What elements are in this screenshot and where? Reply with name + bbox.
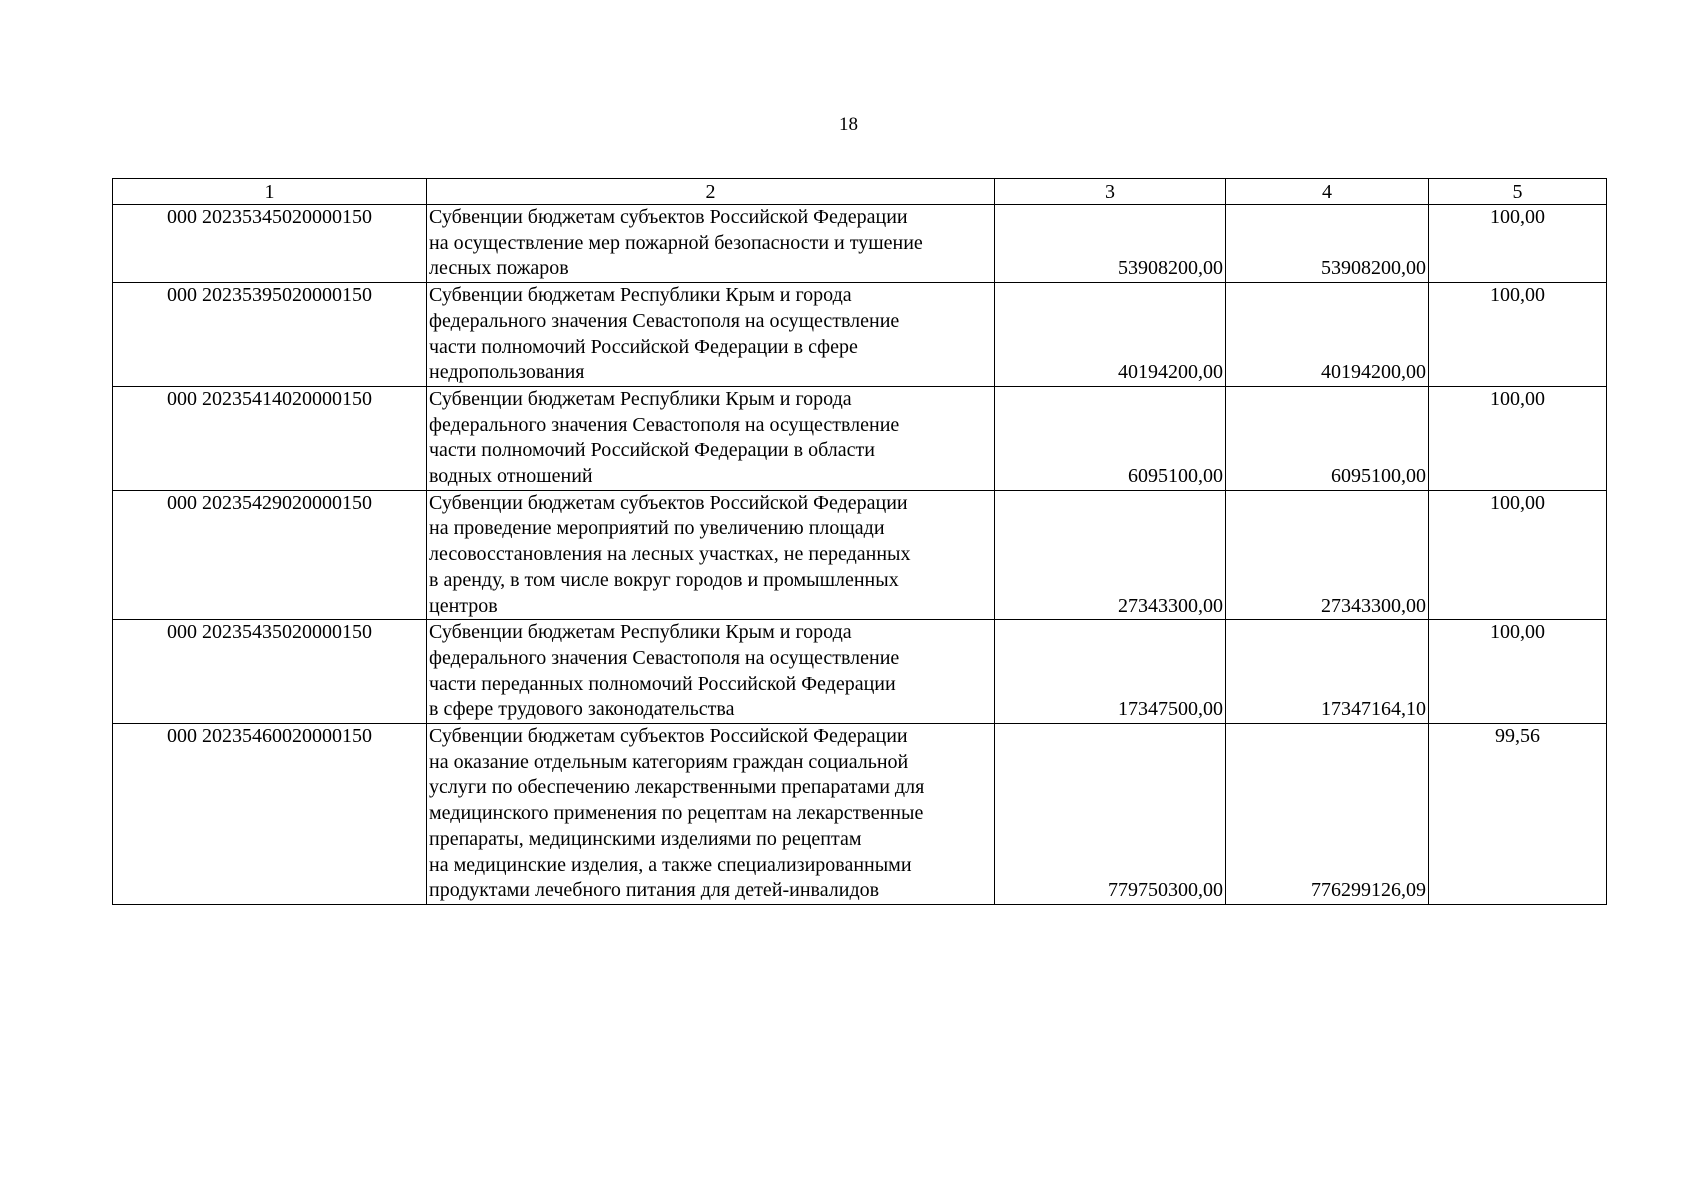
executed-amount: 27343300,00	[1226, 490, 1429, 620]
column-header: 4	[1226, 179, 1429, 205]
table-row	[113, 283, 1607, 387]
execution-percent: 100,00	[1429, 490, 1607, 620]
budget-code: 000 20235345020000150	[113, 205, 427, 283]
executed-amount: 776299126,09	[1226, 724, 1429, 905]
budget-code: 000 20235395020000150	[113, 283, 427, 387]
budget-table	[112, 178, 1607, 905]
description: Субвенции бюджетам Республики Крым и города федерального значения Севастополя на осуществление части полномочий Российской Федерации в области водных отношений	[427, 386, 995, 490]
executed-amount: 40194200,00	[1226, 283, 1429, 387]
column-header: 3	[995, 179, 1226, 205]
planned-amount: 27343300,00	[995, 490, 1226, 620]
description: Субвенции бюджетам субъектов Российской Федерации на проведение мероприятий по увеличению площади лесовосстановления на лесных участках, не переданных в аренду, в том числе вокруг городов и промышленных центров	[427, 490, 995, 620]
budget-code: 000 20235460020000150	[113, 724, 427, 905]
execution-percent: 100,00	[1429, 205, 1607, 283]
table-row	[113, 205, 1607, 283]
planned-amount: 17347500,00	[995, 620, 1226, 724]
planned-amount: 40194200,00	[995, 283, 1226, 387]
table-header-row	[113, 179, 1607, 205]
executed-amount: 17347164,10	[1226, 620, 1429, 724]
column-header: 5	[1429, 179, 1607, 205]
description: Субвенции бюджетам субъектов Российской Федерации на оказание отдельным категориям граждан социальной услуги по обеспечению лекарственными препаратами для медицинского применения по рецептам на лекарственные препараты, медицинскими изделиями по рецептам на медицинские изделия, а также специализированными продуктами лечебного питания для детей-инвалидов	[427, 724, 995, 905]
table-row	[113, 386, 1607, 490]
budget-code: 000 20235429020000150	[113, 490, 427, 620]
planned-amount: 53908200,00	[995, 205, 1226, 283]
description: Субвенции бюджетам Республики Крым и города федерального значения Севастополя на осуществление части полномочий Российской Федерации в сфере недропользования	[427, 283, 995, 387]
table-row	[113, 724, 1607, 905]
description: Субвенции бюджетам субъектов Российской Федерации на осуществление мер пожарной безопасности и тушение лесных пожаров	[427, 205, 995, 283]
table-row	[113, 490, 1607, 620]
column-header: 1	[113, 179, 427, 205]
execution-percent: 100,00	[1429, 283, 1607, 387]
planned-amount: 6095100,00	[995, 386, 1226, 490]
planned-amount: 779750300,00	[995, 724, 1226, 905]
page-number: 18	[839, 114, 858, 135]
executed-amount: 53908200,00	[1226, 205, 1429, 283]
execution-percent: 100,00	[1429, 620, 1607, 724]
description: Субвенции бюджетам Республики Крым и города федерального значения Севастополя на осуществление части переданных полномочий Российской Федерации в сфере трудового законодательства	[427, 620, 995, 724]
execution-percent: 100,00	[1429, 386, 1607, 490]
column-header: 2	[427, 179, 995, 205]
executed-amount: 6095100,00	[1226, 386, 1429, 490]
budget-code: 000 20235414020000150	[113, 386, 427, 490]
table-row	[113, 620, 1607, 724]
execution-percent: 99,56	[1429, 724, 1607, 905]
budget-code: 000 20235435020000150	[113, 620, 427, 724]
